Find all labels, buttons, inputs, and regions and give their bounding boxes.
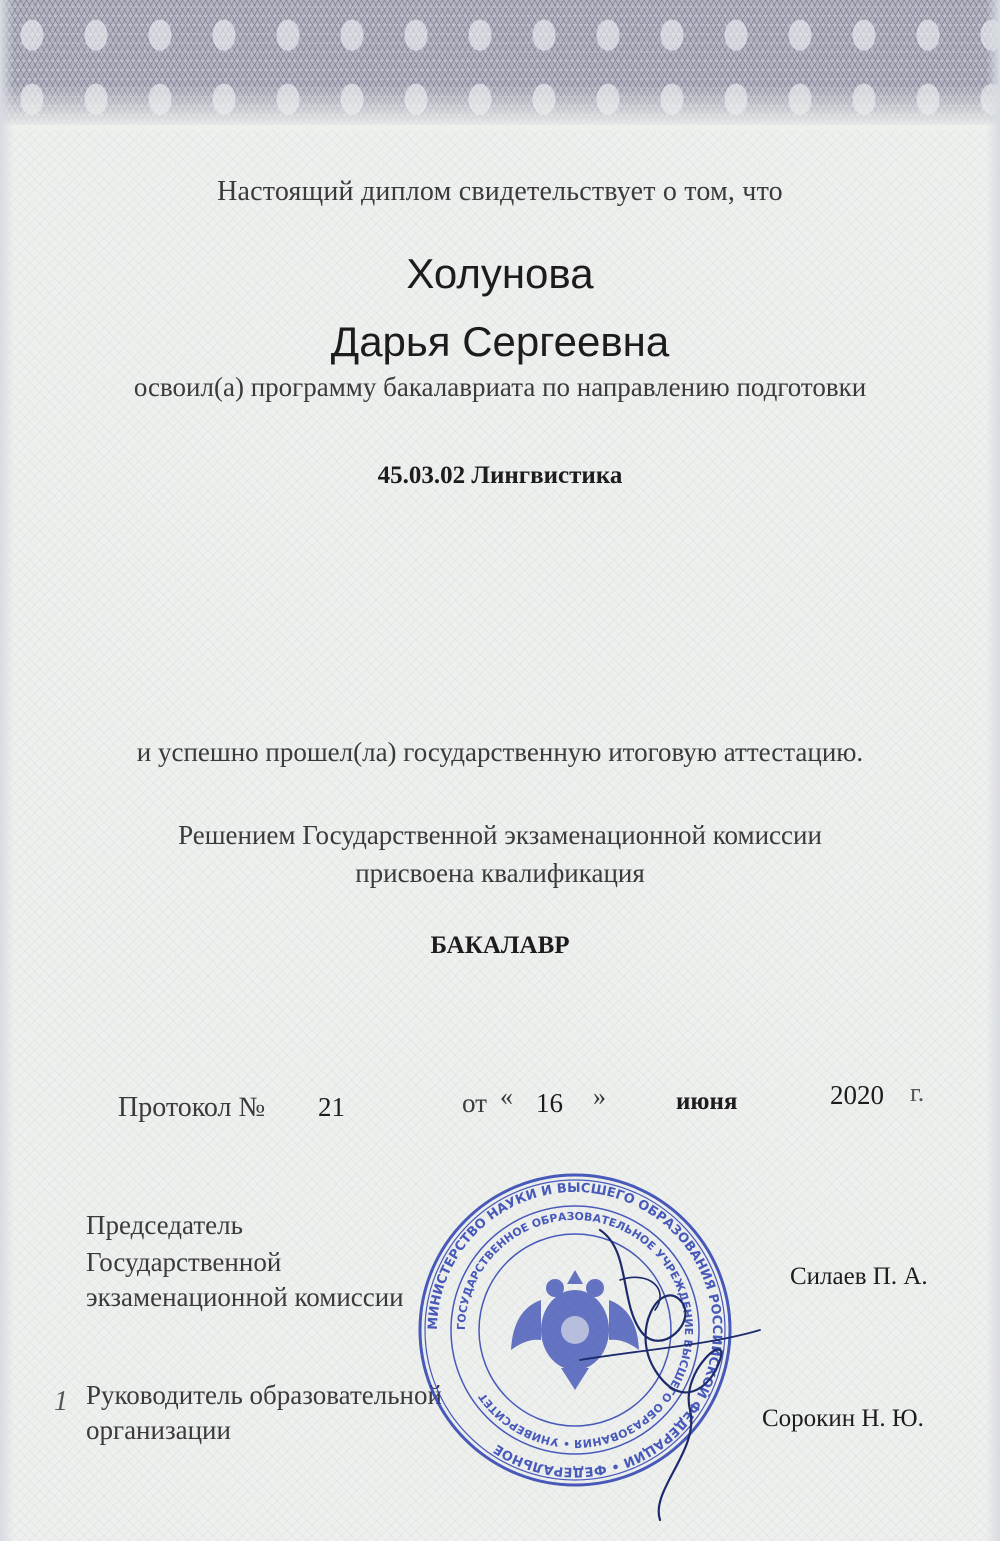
page-edge-right bbox=[986, 0, 1000, 1541]
seal-outer-text: МИНИСТЕРСТВО НАУКИ И ВЫСШЕГО ОБРАЗОВАНИЯ РОССИЙСКОЙ ФЕДЕРАЦИИ • ФЕДЕРАЛЬНОЕ bbox=[425, 1180, 725, 1480]
chair-title-line-2: Государственной bbox=[86, 1247, 282, 1277]
chair-title-line-3: экзаменационной комиссии bbox=[86, 1282, 404, 1312]
protocol-label: Протокол № bbox=[118, 1092, 266, 1123]
attestation-passed-text: и успешно прошел(ла) государственную итоговую аттестацию. bbox=[136, 737, 864, 767]
head-title-line-2: организации bbox=[86, 1415, 231, 1445]
quote-close: » bbox=[593, 1082, 606, 1111]
protocol-year: 2020 bbox=[830, 1080, 884, 1110]
protocol-from-label: от bbox=[462, 1088, 487, 1118]
quote-open: « bbox=[500, 1082, 513, 1111]
handwritten-signature bbox=[560, 1210, 780, 1530]
protocol-year-suffix: г. bbox=[910, 1078, 925, 1107]
guilloche-fade bbox=[0, 85, 1000, 130]
chair-name: Силаев П. А. bbox=[790, 1263, 928, 1290]
program-mastered-text: освоил(а) программу бакалавриата по направлению подготовки bbox=[133, 372, 867, 402]
protocol-month: июня bbox=[676, 1088, 738, 1115]
graduate-given-names: Дарья Сергеевна bbox=[330, 318, 670, 365]
intro-text: Настоящий диплом свидетельствует о том, что bbox=[217, 176, 783, 207]
protocol-day: 16 bbox=[536, 1088, 563, 1118]
page-edge-left bbox=[0, 0, 14, 1541]
chair-title-line-1: Председатель bbox=[86, 1210, 243, 1240]
program-code-name: 45.03.02 Лингвистика bbox=[377, 462, 623, 489]
qualification-title: БАКАЛАВР bbox=[430, 932, 570, 959]
margin-mark: 1 bbox=[54, 1386, 68, 1417]
protocol-number: 21 bbox=[318, 1092, 345, 1122]
graduate-surname: Холунова bbox=[406, 250, 594, 297]
head-name: Сорокин Н. Ю. bbox=[762, 1405, 924, 1432]
head-title-line-1: Руководитель образовательной bbox=[86, 1380, 442, 1410]
decision-line-2: присвоена квалификация bbox=[355, 858, 645, 888]
seal-inner-text: ГОСУДАРСТВЕННОЕ ОБРАЗОВАТЕЛЬНОЕ УЧРЕЖДЕНИЕ ВЫСШЕГО ОБРАЗОВАНИЯ • УНИВЕРСИТЕТ bbox=[454, 1209, 696, 1451]
decision-line-1: Решением Государственной экзаменационной комиссии bbox=[178, 820, 822, 850]
